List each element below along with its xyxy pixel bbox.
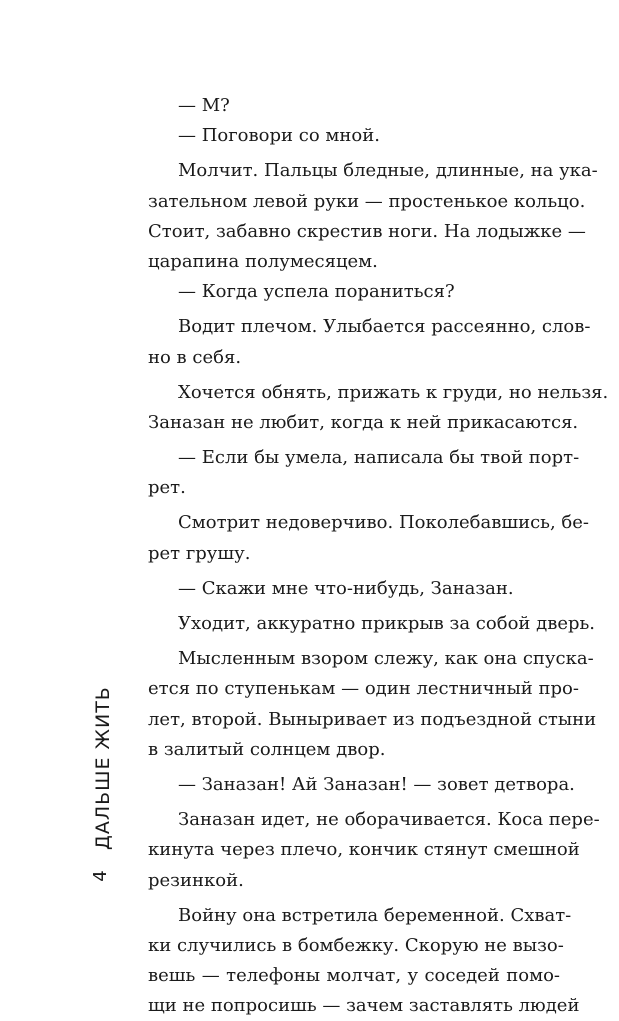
text-line: — Если бы умела, написала бы твой порт- xyxy=(178,447,580,469)
text-line: резинкой. xyxy=(148,869,244,891)
text-line: — Когда успела пораниться? xyxy=(178,281,455,303)
text-line: Войну она встретила беременной. Схват- xyxy=(178,904,572,926)
text-line: в залитый солнцем двор. xyxy=(148,738,386,760)
text-line: кинута через плечо, кончик стянут смешной xyxy=(148,839,580,861)
text-line: Заназан не любит, когда к ней прикасаются. xyxy=(148,411,579,433)
page-number xyxy=(88,865,114,887)
text-line: Хочется обнять, прижать к груди, но нельзя. xyxy=(178,381,609,403)
text-line: — Скажи мне что-нибудь, Заназан. xyxy=(178,577,514,599)
text-line: зательном левой руки — простенькое кольцо. xyxy=(148,190,586,212)
text-line: рет. xyxy=(148,477,186,499)
text-line: лет, второй. Выныривает из подъездной стыни xyxy=(148,708,597,730)
text-line: Мысленным взором слежу, как она спуска- xyxy=(178,648,594,670)
text-line: Заназан идет, не оборачивается. Коса пере- xyxy=(178,809,600,831)
text-line: Молчит. Пальцы бледные, длинные, на ука- xyxy=(178,160,598,182)
text-line: но в себя. xyxy=(148,346,242,368)
text-line: ки случились в бомбежку. Скорую не вызо- xyxy=(148,934,564,956)
text-line: ется по ступенькам — один лестничный про- xyxy=(148,678,579,700)
text-line: вешь — телефоны молчат, у соседей помо- xyxy=(148,965,560,987)
running-title-text: ДАЛЬШЕ ЖИТЬ xyxy=(92,686,114,850)
text-line: Смотрит недоверчиво. Поколебавшись, бе- xyxy=(178,512,589,534)
text-line: — Заназан! Ай Заназан! — зовет детвора. xyxy=(178,773,575,795)
running-title xyxy=(90,686,116,850)
text-line: Водит плечом. Улыбается рассеянно, слов- xyxy=(178,316,591,338)
text-line: — М? xyxy=(178,95,230,116)
page-text xyxy=(148,91,609,1021)
text-line: Уходит, аккуратно прикрыв за собой дверь. xyxy=(178,613,596,634)
text-line: — Поговори со мной. xyxy=(178,125,380,147)
text-line: щи не попросишь — зачем заставлять людей xyxy=(148,995,580,1017)
text-line: рет грушу. xyxy=(148,542,251,564)
text-line: Стоит, забавно скрестив ноги. На лодыжке — xyxy=(148,220,586,242)
page-number-text: 4 xyxy=(90,870,111,882)
text-line: царапина полумесяцем. xyxy=(148,250,378,272)
